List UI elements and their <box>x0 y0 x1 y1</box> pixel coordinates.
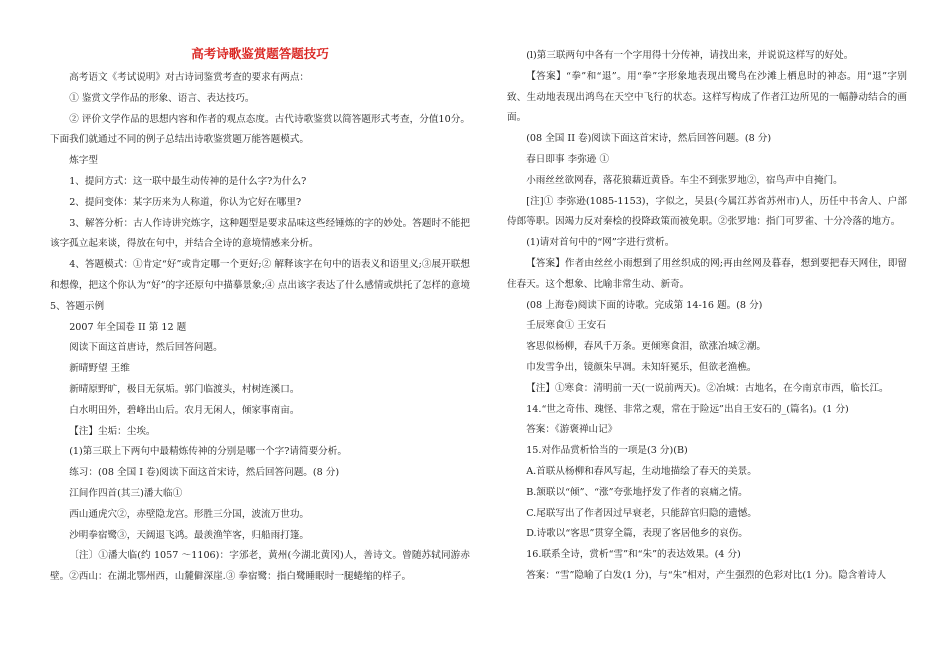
poem-line: 新晴原野旷，极目无氛垢。郭门临渡头，村树连溪口。 <box>69 383 300 395</box>
paragraph: (08 全国 II 卷)阅读下面这首宋诗，然后回答问题。(8 分) <box>526 133 772 145</box>
annotation: 【注】①寒食：清明前一天(一说前两天)。②冶城：古地名，在今南京市西，临长江。 <box>526 382 889 394</box>
paragraph: 1、提问方式：这一联中最生动传神的是什么字?为什么? <box>69 175 307 187</box>
poem-line: 客思似杨柳，春风千万条。更倾寒食泪，欲涨冶城②潮。 <box>526 341 767 353</box>
answer: 答案：“雪”隐喻了白发(1 分)，与“朱”相对，产生强烈的色彩对比(1 分)。隐含着诗人 <box>526 569 887 581</box>
paragraph: 3、解答分析：古人作诗讲究炼字，这种题型是要求品味这些经锤炼的字的妙处。答题时不能把该字孤立起来谈，得放在句中，并结合全诗的意境情感来分析。 <box>50 217 470 250</box>
section-heading: 炼字型 <box>69 155 98 167</box>
poem-line: 小雨丝丝欲网春，落花狼藉近黄昏。车尘不到张罗地②，宿鸟声中自掩门。 <box>526 174 843 186</box>
question: 15.对作品赏析恰当的一项是(3 分)(B) <box>526 445 688 457</box>
annotation: [注]① 李弥逊(1085-1153)，字似之，吴县(今属江苏省苏州市)人，历任中书舍人、户部侍郎等职。因竭力反对秦桧的投降政策而被免职。②张罗地：指门可罗雀、十分冷落的地方。 <box>507 195 907 228</box>
question: 16.联系全诗，赏析“雪”和“朱”的表达效果。(4 分) <box>526 549 741 561</box>
document-title: 高考诗歌鉴赏题答题技巧 <box>191 46 329 61</box>
paragraph: 练习：(08 全国 I 卷)阅读下面这首宋诗，然后回答问题。(8 分) <box>69 467 340 479</box>
paragraph: 高考语文《考试说明》对古诗词鉴赏考查的要求有两点： <box>69 72 310 83</box>
poem-title: 壬辰寒食① 王安石 <box>526 320 606 332</box>
question: (l)第三联两句中各有一个字用得十分传神，请找出来，并说说这样写的好处。 <box>526 50 854 61</box>
right-column <box>507 46 907 587</box>
question: (1)请对首句中的“网”字进行赏析。 <box>526 237 675 249</box>
question: 14.“世之奇伟、瑰怪、非常之观，常在于险远”出自王安石的_(篇名)。(1 分) <box>526 403 849 415</box>
paragraph: ② 评价文学作品的思想内容和作者的观点态度。古代诗歌鉴赏以简答题形式考查，分值10分。下面我们就通过不同的例子总结出诗歌鉴赏题万能答题模式。 <box>50 113 470 146</box>
paragraph: 4、答题模式：①肯定“好”或肯定哪一个更好;② 解释该字在句中的语表义和语里义;③展开联想和想像，把这个你认为“好”的字还原句中描摹景象;④ 点出该字表达了什么感情或烘托了怎样的意境 5、答题示例 <box>50 259 470 312</box>
poem-line: 西山通虎穴②，赤壁隐龙宫。形胜三分国，波流万世功。 <box>69 508 310 520</box>
paragraph: (08 上海卷)阅读下面的诗歌。完成第 14-16 题。(8 分) <box>526 299 763 311</box>
answer: 答案：《游褒禅山记》 <box>526 424 618 436</box>
paragraph: 阅读下面这首唐诗，然后回答问题。 <box>69 342 223 354</box>
poem-line: 白水明田外，碧峰出山后。农月无闲人，倾家事南亩。 <box>69 404 300 416</box>
poem-title: 新晴野望 王维 <box>69 363 130 375</box>
poem-title: 江间作四首(其三)潘大临① <box>69 487 183 499</box>
option: A.首联从杨柳和春风写起，生动地描绘了春天的美景。 <box>526 465 757 477</box>
option: D.诗歌以“客思”贯穿全篇，表现了客居他乡的哀伤。 <box>526 528 748 540</box>
answer: 【答案】作者由丝丝小雨想到了用丝织成的网;再由丝网及暮春，想到要把春天网住，即留住春天。这个想象、比喻非常生动、新奇。 <box>507 257 907 290</box>
paragraph: 2、提问变体：某字历来为人称道，你认为它好在哪里? <box>69 196 302 208</box>
answer: 【答案】“拳”和“退”。用“拳”字形象地表现出鹭鸟在沙滩上栖息时的神态。用“退”字别致、生动地表现出鸿鸟在天空中飞行的状态。这样写构成了作者江边所见的一幅静动结合的画面。 <box>507 70 907 124</box>
paragraph: ① 鉴赏文学作品的形象、语言、表达技巧。 <box>69 92 255 104</box>
question: (1)第三联上下两句中最精炼传神的分别是哪一个字?请简要分析。 <box>69 446 347 458</box>
left-column <box>50 44 470 588</box>
annotation: 〔注〕①潘大临(约 1057 ～1106)：字邠老，黄州(今湖北黄冈)人，善诗文。曾随苏轼同游赤壁。②西山：在湖北鄂州西，山麓僻深崖.③ 拳宿鹭：指白鹭睡眠时一腿蜷缩的样子。 <box>50 550 470 583</box>
option: C.尾联写出了作者因过早衰老，只能辞官归隐的遗憾。 <box>526 507 757 519</box>
option: B.颔联以“倾”、“涨”夸张地抒发了作者的哀痛之情。 <box>526 486 748 498</box>
annotation: 【注】尘垢：尘埃。 <box>69 425 156 437</box>
poem-line: 沙明拳宿鹭③，天阔退飞鸿。最羡渔竿客，归船雨打篷。 <box>69 529 310 541</box>
paragraph: 2007 年全国卷 II 第 12 题 <box>69 321 187 333</box>
poem-title: 春日即事 李弥逊 ① <box>526 153 610 165</box>
poem-line: 巾发雪争出，镜颜朱早凋。未知轩冕乐，但欲老渔樵。 <box>526 361 757 373</box>
